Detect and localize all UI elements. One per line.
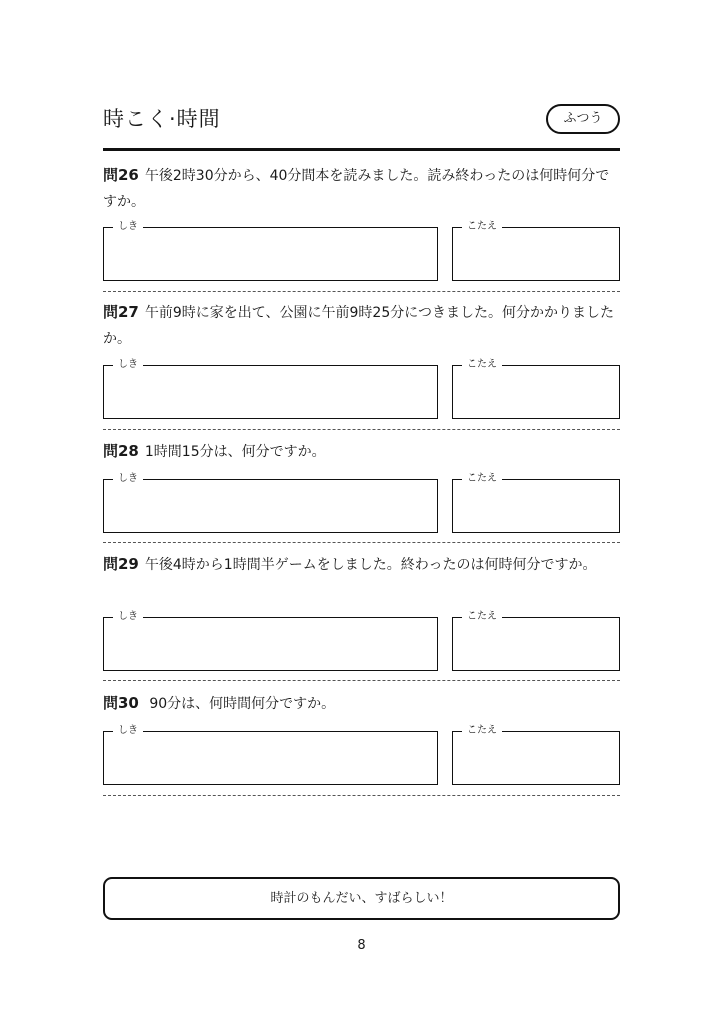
kotae-answer-box[interactable] [452,359,620,419]
kotae-label: こたえ [462,358,502,372]
question-text [103,690,620,717]
page-title: 時こく·時間 [103,107,221,131]
question-text [103,551,620,578]
kotae-label: こたえ [462,220,502,234]
shiki-label: しき [113,220,143,234]
kotae-label: こたえ [462,610,502,624]
page-number: 8 [357,938,366,953]
encouragement-message: 時計のもんだい、すばらしい！ [103,877,620,920]
question-number: 問29 [103,555,139,573]
shiki-answer-box[interactable] [103,725,438,785]
kotae-answer-box[interactable] [452,221,620,281]
question-body: 1時間15分は、何分ですか。 [144,444,326,460]
kotae-answer-box[interactable] [452,725,620,785]
shiki-label: しき [113,610,143,624]
question-number: 問30 [103,694,139,712]
question-body: 午後2時30分から、40分間本を読みました。読み終わったのは何時何分ですか。 [103,168,610,210]
question-28 [103,438,620,543]
question-text [103,438,620,465]
question-body: 90分は、何時間何分ですか。 [144,696,336,712]
question-29 [103,551,620,681]
question-text [103,162,620,215]
shiki-answer-box[interactable] [103,611,438,671]
question-26 [103,162,620,292]
question-text [103,299,620,352]
kotae-label: こたえ [462,472,502,486]
difficulty-badge: ふつう [546,104,620,134]
question-30 [103,690,620,796]
shiki-label: しき [113,358,143,372]
question-body: 午前9時に家を出て、公園に午前9時25分につきました。何分かかりましたか。 [103,305,614,347]
question-number: 問26 [103,166,139,184]
kotae-answer-box[interactable] [452,611,620,671]
shiki-answer-box[interactable] [103,359,438,419]
question-body: 午後4時から1時間半ゲームをしました。終わったのは何時何分ですか。 [144,557,597,573]
kotae-answer-box[interactable] [452,473,620,533]
question-27 [103,299,620,430]
shiki-answer-box[interactable] [103,221,438,281]
question-number: 問27 [103,303,139,321]
kotae-label: こたえ [462,724,502,738]
shiki-label: しき [113,472,143,486]
worksheet-header [103,104,620,151]
shiki-answer-box[interactable] [103,473,438,533]
question-number: 問28 [103,442,139,460]
shiki-label: しき [113,724,143,738]
